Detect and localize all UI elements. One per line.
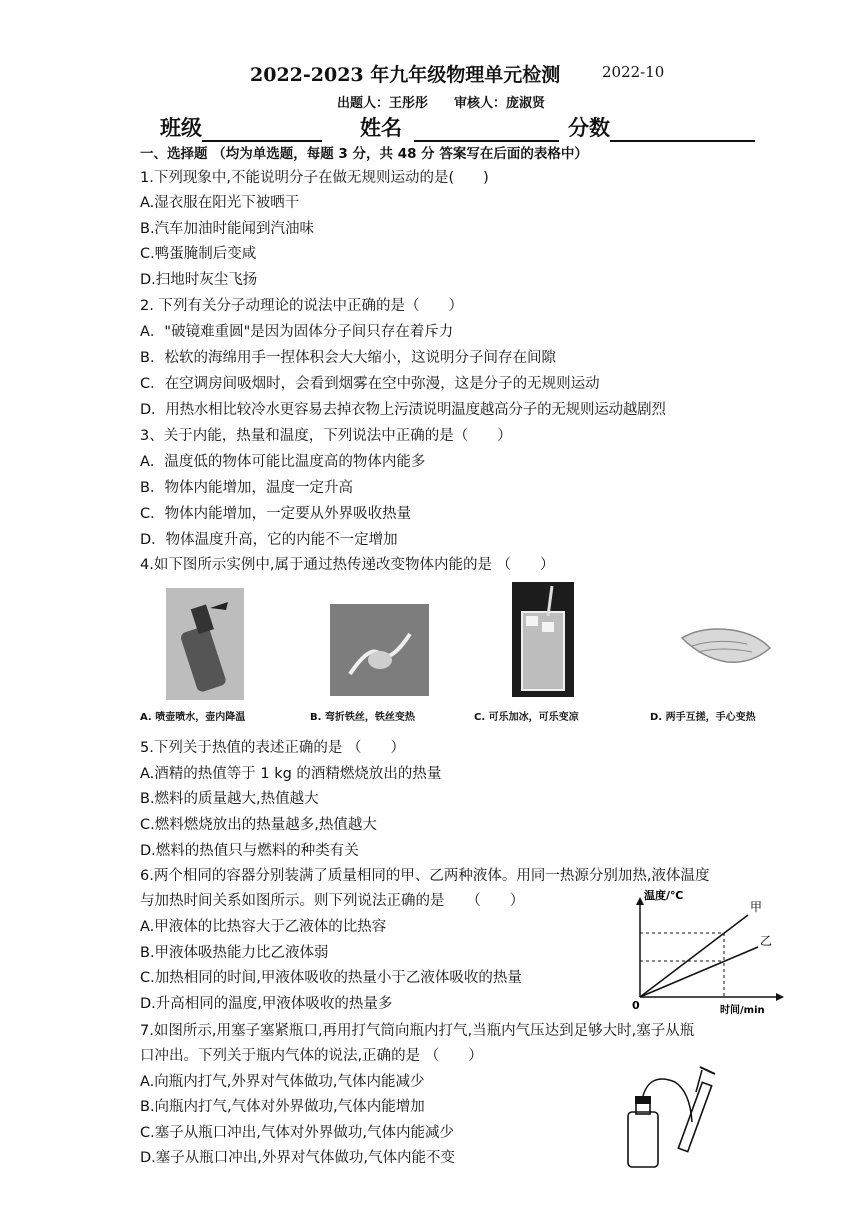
q1-option-c: C.鸭蛋腌制后变咸 [140,246,257,262]
cola-ice-image [512,582,574,697]
score-blank[interactable] [610,118,755,142]
q7-stem-line2: 口冲出。下列关于瓶内气体的说法,正确的是 （ ） [140,1048,483,1064]
q2-stem: 2. 下列有关分子动理论的说法中正确的是（ ） [140,298,463,314]
name-label: 姓名 [360,116,402,140]
q4-option-a: A. 喷壶喷水，壶内降温 [140,712,246,723]
q3-option-b: B．物体内能增加，温度一定升高 [140,480,353,496]
q4-option-b: B. 弯折铁丝，铁丝变热 [310,712,415,723]
score-label: 分数 [568,116,610,140]
q4-option-d: D. 两手互搓，手心变热 [650,712,756,723]
graph-x-label: 时间/min [720,1005,765,1016]
spray-bottle-image [166,588,244,700]
q7-option-b: B.向瓶内打气,气体对外界做功,气体内能增加 [140,1099,425,1115]
q7-stem-line1: 7.如图所示,用塞子塞紧瓶口,再用打气筒向瓶内打气,当瓶内气压达到足够大时,塞子从瓶 [140,1023,695,1039]
name-field [360,112,559,142]
q7-option-d: D.塞子从瓶口冲出,外界对气体做功,气体内能不变 [140,1150,455,1166]
q5-option-a: A.酒精的热值等于 1 kg 的酒精燃烧放出的热量 [140,766,442,782]
graph-x-arrow [776,993,784,1001]
graph-origin-label: 0 [632,999,640,1012]
q3-option-c: C．物体内能增加，一定要从外界吸收热量 [140,506,412,522]
series-jia-label: 甲 [750,900,763,914]
q1-option-d: D.扫地时灰尘飞扬 [140,272,258,288]
q3-option-a: A．温度低的物体可能比温度高的物体内能多 [140,454,426,470]
q1-stem: 1.下列现象中,不能说明分子在做无规则运动的是( ) [140,170,489,186]
q5-option-d: D.燃料的热值只与燃料的种类有关 [140,843,359,859]
q7-option-a: A.向瓶内打气,外界对气体做功,气体内能减少 [140,1074,425,1090]
q4-option-c: C. 可乐加冰，可乐变凉 [474,712,579,723]
section-heading: 一、选择题 （均为单选题，每题 3 分，共 48 分 答案写在后面的表格中） [140,146,588,162]
q2-option-c: C．在空调房间吸烟时，会看到烟雾在空中弥漫，这是分子的无规则运动 [140,376,600,392]
pump-barrel [678,1082,711,1151]
class-label: 班级 [160,116,202,140]
q6-option-c: C.加热相同的时间,甲液体吸收的热量小于乙液体吸收的热量 [140,970,522,986]
q6-stem-line1: 6.两个相同的容器分别装满了质量相同的甲、乙两种液体。用同一热源分别加热,液体温度 [140,868,710,884]
series-yi-line [640,947,758,997]
q1-option-a: A.湿衣服在阳光下被晒干 [140,195,300,211]
graph-y-label: 温度/℃ [644,889,684,902]
name-blank[interactable] [414,118,559,142]
exam-title: 2022-2023 年九年级物理单元检测 [250,64,561,86]
q5-stem: 5.下列关于热值的表述正确的是 （ ） [140,740,405,756]
q6-option-d: D.升高相同的温度,甲液体吸收的热量多 [140,996,393,1012]
exam-date: 2022-10 [602,63,665,81]
pump-rod [696,1070,702,1092]
bottle-body [628,1112,658,1167]
q5-option-c: C.燃料燃烧放出的热量越多,热值越大 [140,817,377,833]
q1-option-b: B.汽车加油时能闻到汽油味 [140,221,315,237]
q3-option-d: D．物体温度升高，它的内能不一定增加 [140,532,398,548]
q2-option-b: B．松软的海绵用手一捏体积会大大缩小，这说明分子间存在间隙 [140,350,556,366]
graph-y-arrow [636,897,644,905]
q2-option-d: D．用热水相比较冷水更容易去掉衣物上污渍说明温度越高分子的无规则运动越剧烈 [140,402,666,418]
score-field [568,112,755,142]
q6-option-a: A.甲液体的比热容大于乙液体的比热容 [140,919,387,935]
temperature-time-graph [628,885,788,1020]
q2-option-a: A．"破镜难重圆"是因为固体分子间只存在着斥力 [140,324,454,340]
bottle-pump-illustration [620,1062,730,1172]
rubbing-hands-image [672,608,777,680]
q5-option-b: B.燃料的质量越大,热值越大 [140,791,319,807]
q7-option-c: C.塞子从瓶口冲出,气体对外界做功,气体内能减少 [140,1125,454,1141]
bottle-stopper [635,1096,651,1104]
bending-wire-image [330,604,429,696]
q6-stem-line2: 与加热时间关系如图所示。则下列说法正确的是 （ ） [140,893,525,909]
q4-stem: 4.如下图所示实例中,属于通过热传递改变物体内能的是 （ ） [140,557,555,573]
q6-option-b: B.甲液体吸热能力比乙液体弱 [140,945,329,961]
class-field [160,112,322,142]
series-yi-label: 乙 [760,934,773,948]
exam-authors: 出题人：王彤彤 审核人：庞淑贤 [337,96,546,111]
q3-stem: 3、关于内能，热量和温度，下列说法中正确的是（ ） [140,428,512,444]
class-blank[interactable] [202,118,322,142]
series-jia-line [640,915,748,997]
